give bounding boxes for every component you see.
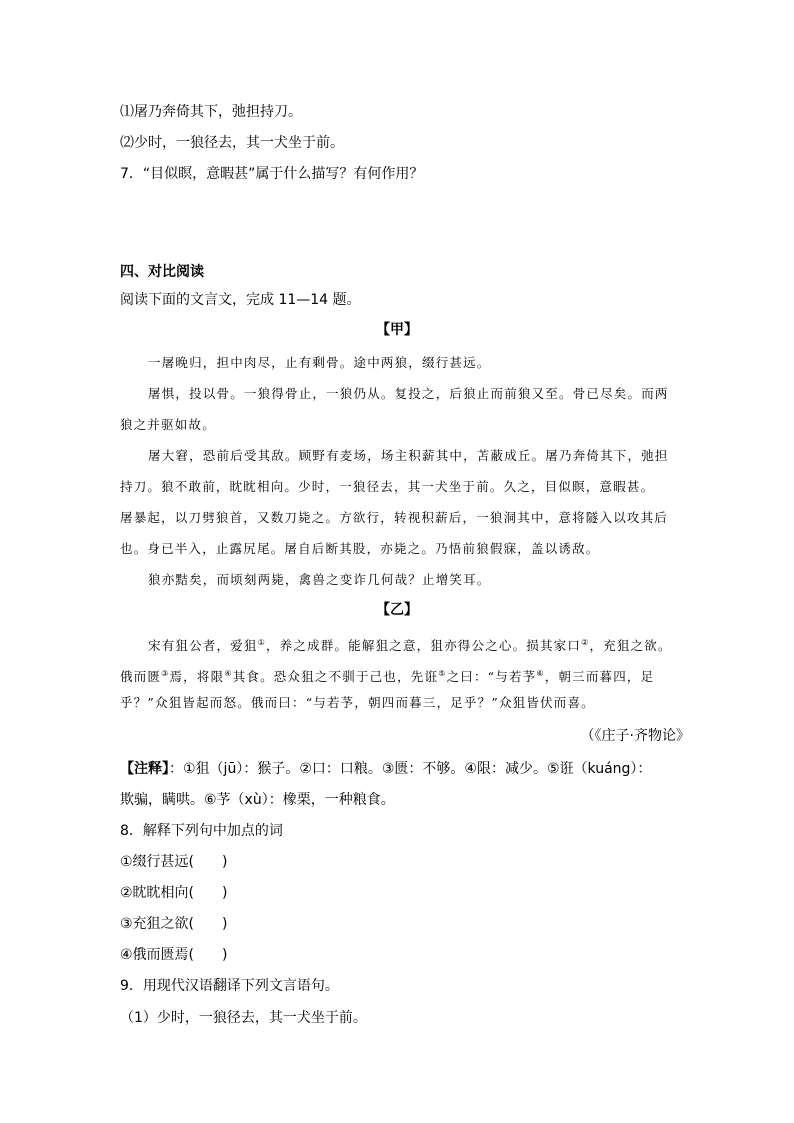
question-item-1: ⑴屠乃奔倚其下，弛担持刀。 xyxy=(120,104,302,120)
passage-yi-title: 【乙】 xyxy=(376,602,418,618)
section-instruction: 阅读下面的文言文，完成 11—14 题。 xyxy=(120,292,361,308)
question-8-item: ④俄而匮焉( ) xyxy=(120,947,228,963)
question-item-2: ⑵少时，一狼径去，其一犬坐于前。 xyxy=(120,135,344,151)
passage-jia-line: 一屠晚归，担中肉尽，止有剩骨。途中两狼，缀行甚远。 xyxy=(148,355,491,370)
passage-jia-line: 也。身已半入，止露尻尾。屠自后断其股，亦毙之。乃悟前狼假寐，盖以诱敌。 xyxy=(120,541,600,556)
passage-yi-line: 宋有狙公者，爱狙①，养之成群。能解狙之意，狙亦得公之心。损其家口②，充狙之欲。 xyxy=(148,638,672,654)
annotation-label: 【注释】 xyxy=(120,761,169,777)
annotation-line: 欺骗，瞒哄。⑥芧（xù）：橡栗，一种粮食。 xyxy=(120,792,395,808)
passage-jia-line: 狼之并驱如故。 xyxy=(120,417,216,432)
section-heading: 四、对比阅读 xyxy=(120,264,204,280)
passage-source: （《庄子·齐物论》 xyxy=(580,728,690,744)
question-8-item: ③充狙之欲( ) xyxy=(120,916,228,932)
annotation-line: 【注释】：①狙（jū）：猴子。②口：口粮。③匮：不够。④限：减少。⑤诳（kuáng）： xyxy=(120,761,652,777)
question-8-item: ②眈眈相向( ) xyxy=(120,885,228,901)
question-8: 8．解释下列句中加点的词 xyxy=(120,823,283,839)
question-7: 7．“目似瞑，意暇甚”属于什么描写？有何作用？ xyxy=(120,166,424,182)
question-9: 9．用现代汉语翻译下列文言语句。 xyxy=(120,978,339,994)
passage-jia-line: 持刀。狼不敢前，眈眈相向。少时，一狼径去，其一犬坐于前。久之，目似瞑，意暇甚。 xyxy=(120,479,655,494)
question-8-item: ①缀行甚远( ) xyxy=(120,854,228,870)
passage-yi-line: 俄而匮③焉，将限④其食。恐众狙之不驯于己也，先诳⑤之曰：“与若芧⑥，朝三而暮四，足 xyxy=(120,669,655,685)
question-9-item: （1）少时，一狼径去，其一犬坐于前。 xyxy=(120,1010,367,1026)
passage-jia-line: 屠暴起，以刀劈狼首，又数刀毙之。方欲行，转视积薪后，一狼洞其中，意将隧入以攻其后 xyxy=(120,510,669,525)
passage-jia-line: 狼亦黠矣，而顷刻两毙，禽兽之变诈几何哉？止增笑耳。 xyxy=(148,572,491,587)
passage-jia-title: 【甲】 xyxy=(376,322,418,338)
passage-jia-line: 屠惧，投以骨。一狼得骨止，一狼仍从。复投之，后狼止而前狼又至。骨已尽矣。而两 xyxy=(148,386,669,401)
passage-jia-line: 屠大窘，恐前后受其敌。顾野有麦场，场主积薪其中，苫蔽成丘。屠乃奔倚其下，弛担 xyxy=(148,448,669,463)
passage-yi-line: 乎？”众狙皆起而怒。俄而曰：“与若芧，朝四而暮三，足乎？”众狙皆伏而喜。 xyxy=(120,695,595,710)
